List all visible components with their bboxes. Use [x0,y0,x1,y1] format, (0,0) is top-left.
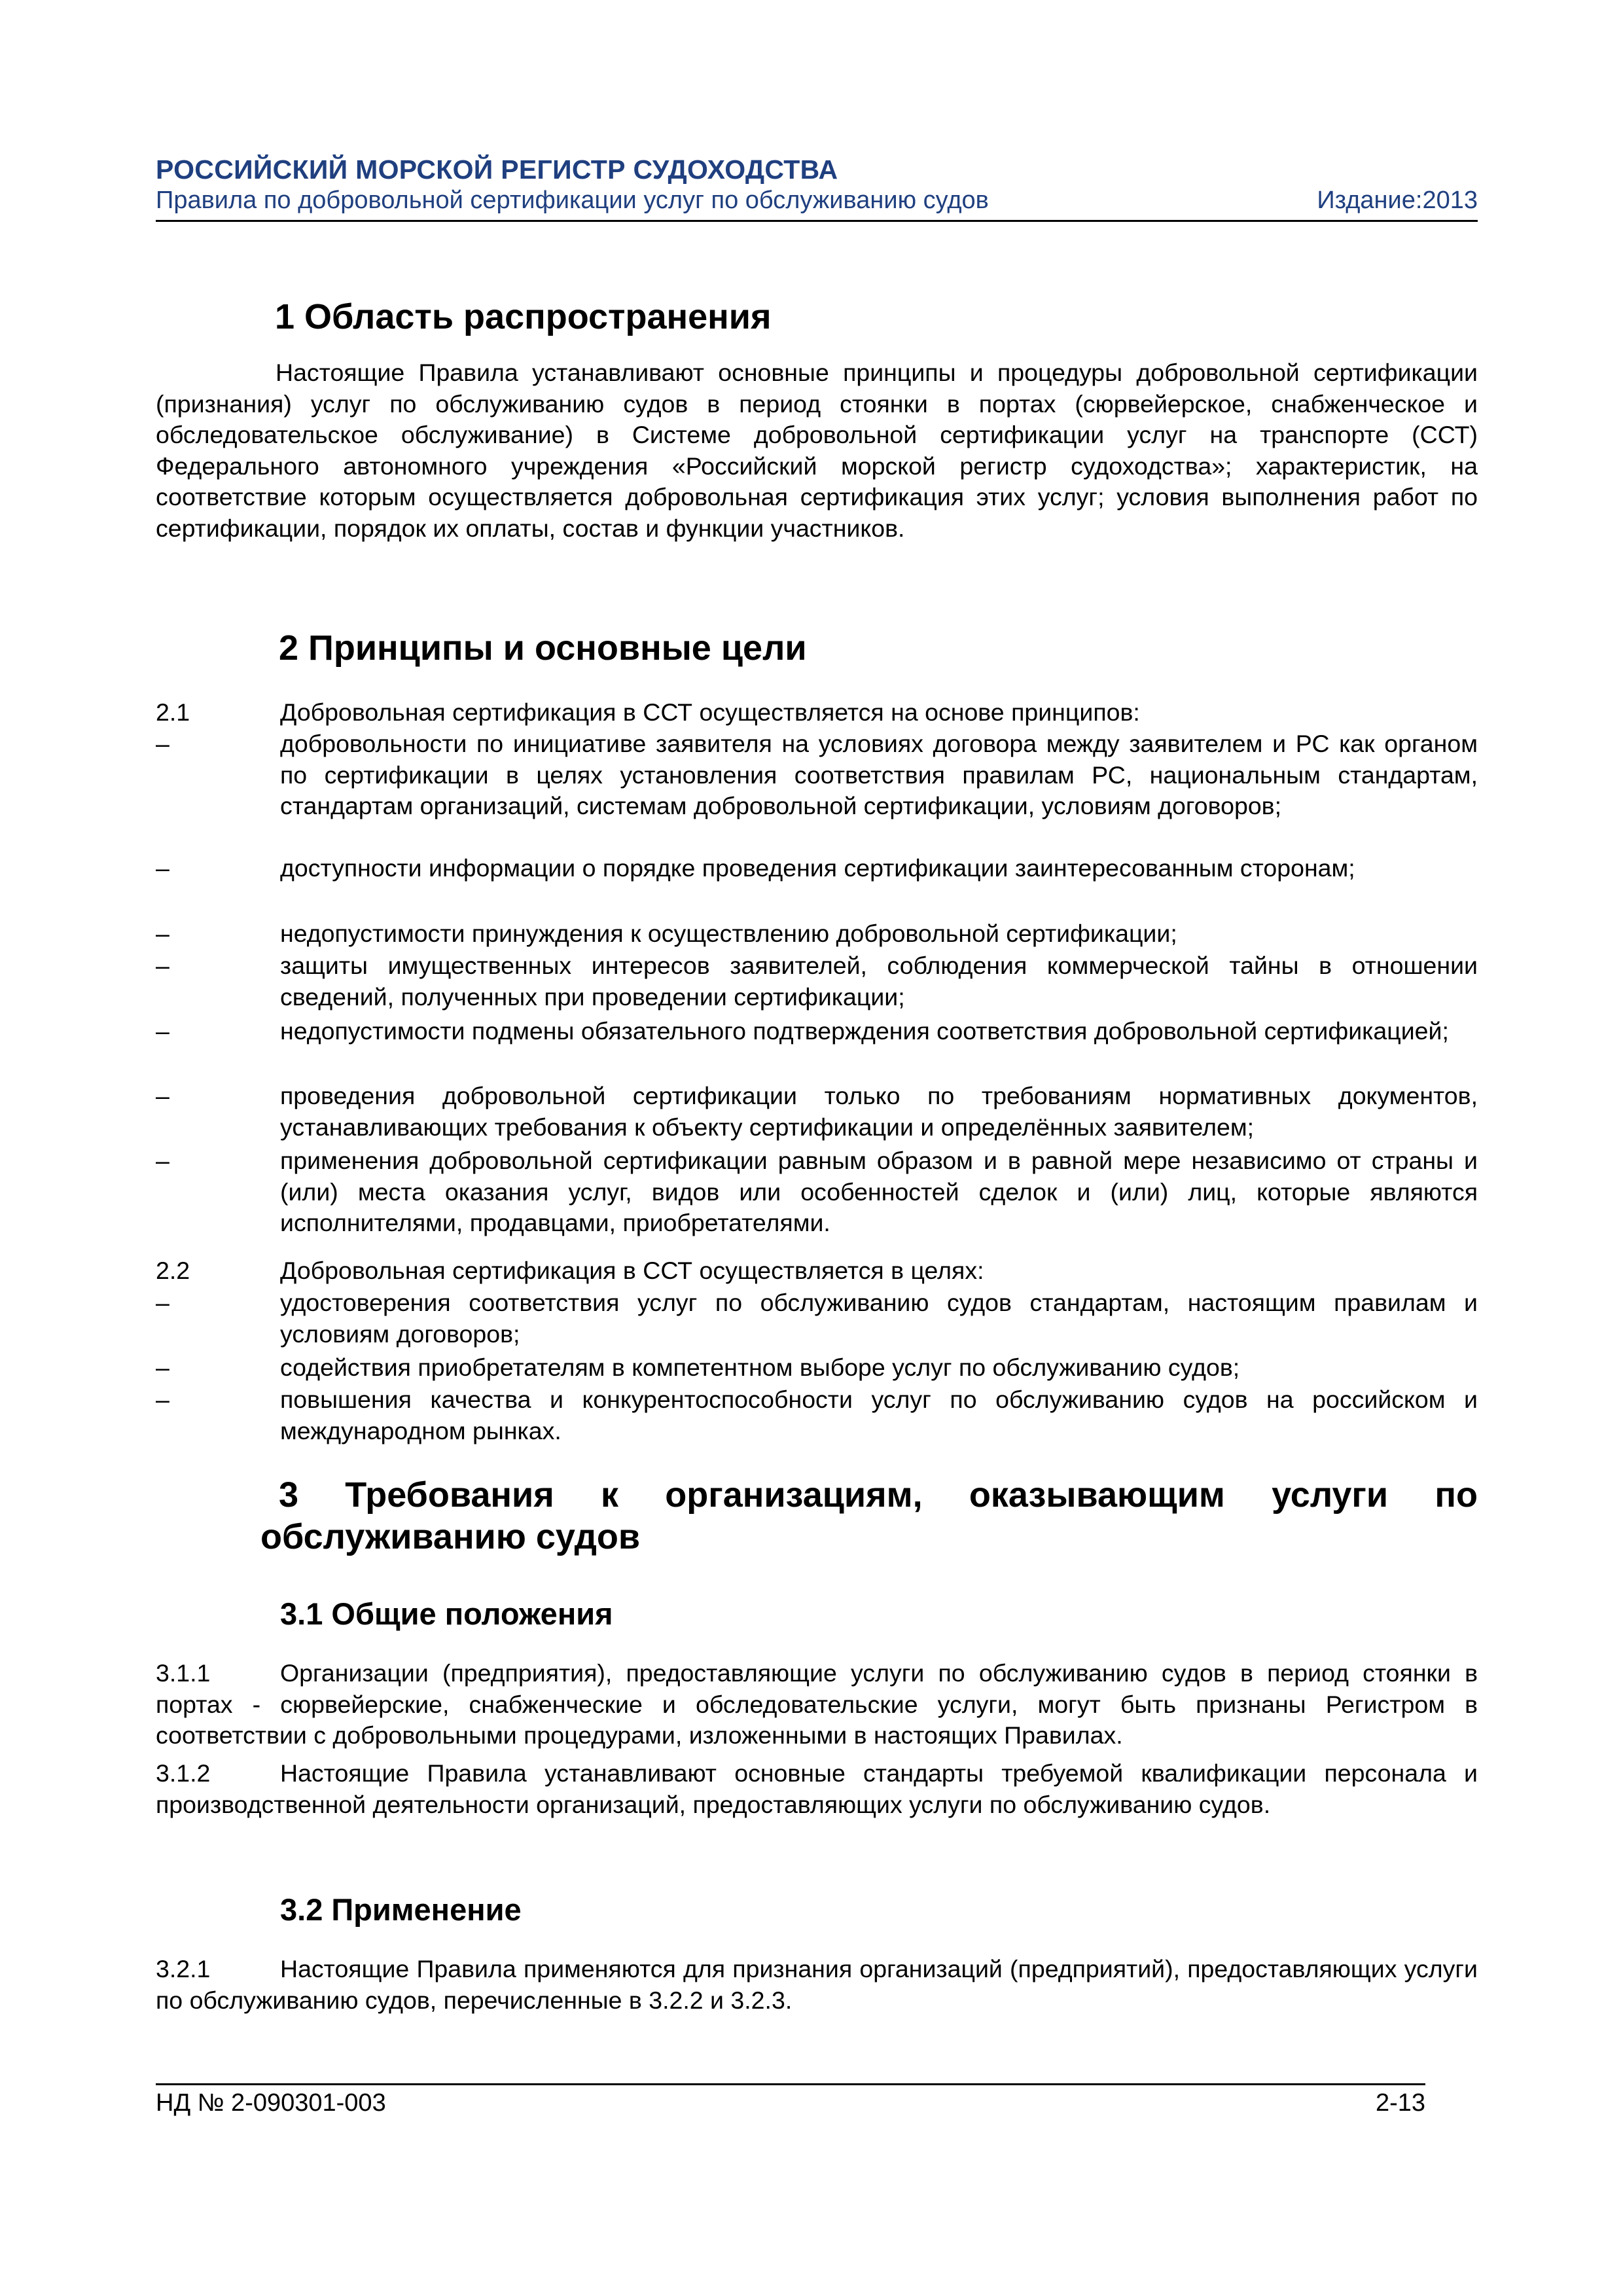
paragraph-3-1-1 [156,1658,1478,1751]
paragraph-3-1-2 [156,1758,1478,1820]
section-3-heading-line-2: обслуживанию судов [260,1517,641,1556]
dash-bullet: – [156,1147,169,1174]
document-title: Правила по добровольной сертификации услуг по обслуживанию судов [156,187,989,214]
footer-page-number: 2-13 [1375,2089,1425,2117]
paragraph-number: 3.2.1 [156,1955,211,1982]
dash-bullet: – [156,854,169,882]
section-2-heading: 2 Принципы и основные цели [279,628,807,668]
dash-bullet: – [156,1386,169,1413]
paragraph-number: 2.2 [156,1257,190,1284]
list-item-text: доступности информации о порядке проведения сертификации заинтересованным сторонам; [280,854,1355,882]
list-item-text: проведения добровольной сертификации только по требованиям нормативных документов, устанавливающих требования к объекту сертификации и определённых заявителем; [280,1082,1478,1141]
header-subtitle-row [156,187,1478,215]
dash-bullet: – [156,730,169,757]
list-item-text: удостоверения соответствия услуг по обслуживанию судов стандартам, настоящим правилам и условиям договоров; [280,1289,1478,1348]
organization-name: РОССИЙСКИЙ МОРСКОЙ РЕГИСТР СУДОХОДСТВА [156,154,838,185]
list-item-text: добровольности по инициативе заявителя на условиях договора между заявителем и РС как органом по сертификации в целях установления соответствия правилам РС, национальным стандартам, стандартам организаций, системам добровольной сертификации, условиям договоров; [280,730,1478,819]
list-item-text: защиты имущественных интересов заявителей, соблюдения коммерческой тайны в отношении сведений, полученных при проведении сертификации; [280,952,1478,1011]
list-item-text: повышения качества и конкурентоспособности услуг по обслуживанию судов на российском и международном рынках. [280,1386,1478,1444]
section-1-heading: 1 Область распространения [275,297,772,336]
list-item-text: недопустимости подмены обязательного подтверждения соответствия добровольной сертификацией; [280,1017,1449,1045]
section-1-body: Настоящие Правила устанавливают основные принципы и процедуры добровольной сертификации (признания) услуг по обслуживанию судов в период стоянки в портах (сюрвейерское, снабженческое и обследовательское обслуживание) в Системе добровольной сертификации услуг на транспорте (ССТ) Федерального автономного учреждения «Российский морской регистр судоходства»; характеристик, на соответствие которым осуществляется добровольная сертификация этих услуг; условия выполнения работ по сертификации, порядок их оплаты, состав и функции участников. [156,359,1478,542]
footer-document-number: НД № 2-090301-003 [156,2089,386,2117]
paragraph-number: 3.1.1 [156,1659,211,1687]
dash-bullet: – [156,1082,169,1109]
paragraph-text: Добровольная сертификация в ССТ осуществляется в целях: [280,1257,984,1284]
paragraph-3-2-1 [156,1954,1478,2016]
edition-label: Издание:2013 [1317,187,1478,214]
dash-bullet: – [156,1017,169,1045]
dash-bullet: – [156,920,169,947]
list-item-text: недопустимости принуждения к осуществлению добровольной сертификации; [280,920,1177,947]
paragraph-text: Настоящие Правила применяются для признания организаций (предприятий), предоставляющих услуги по обслуживанию судов, перечисленные в 3.2.2 и 3.2.3. [156,1955,1478,2014]
section-3-heading-line-1: 3 Требования к организациям, оказывающим услуги по [279,1475,1478,1515]
dash-bullet: – [156,1289,169,1316]
footer-rule [156,2083,1425,2085]
paragraph-text: Добровольная сертификация в ССТ осуществляется на основе принципов: [280,698,1140,726]
section-3-2-heading: 3.2 Применение [280,1892,522,1927]
paragraph-text: Организации (предприятия), предоставляющие услуги по обслуживанию судов в период стоянки в портах - сюрвейерские, снабженческие и обследовательские услуги, могут быть признаны Регистром в соответствии с добровольными процедурами, изложенными в настоящих Правилах. [156,1659,1478,1749]
paragraph-text: Настоящие Правила устанавливают основные стандарты требуемой квалификации персонала и производственной деятельности организаций, предоставляющих услуги по обслуживанию судов. [156,1759,1478,1818]
header-rule [156,220,1478,222]
list-item-text: применения добровольной сертификации равным образом и в равной мере независимо от страны и (или) места оказания услуг, видов или особенностей сделок и (или) лиц, которые являются исполнителями, продавцами, приобретателями. [280,1147,1478,1236]
dash-bullet: – [156,1354,169,1381]
dash-bullet: – [156,952,169,979]
paragraph-number: 3.1.2 [156,1759,211,1787]
paragraph-number: 2.1 [156,698,190,726]
section-3-1-heading: 3.1 Общие положения [280,1596,613,1631]
list-item-text: содействия приобретателям в компетентном выборе услуг по обслуживанию судов; [280,1354,1240,1381]
